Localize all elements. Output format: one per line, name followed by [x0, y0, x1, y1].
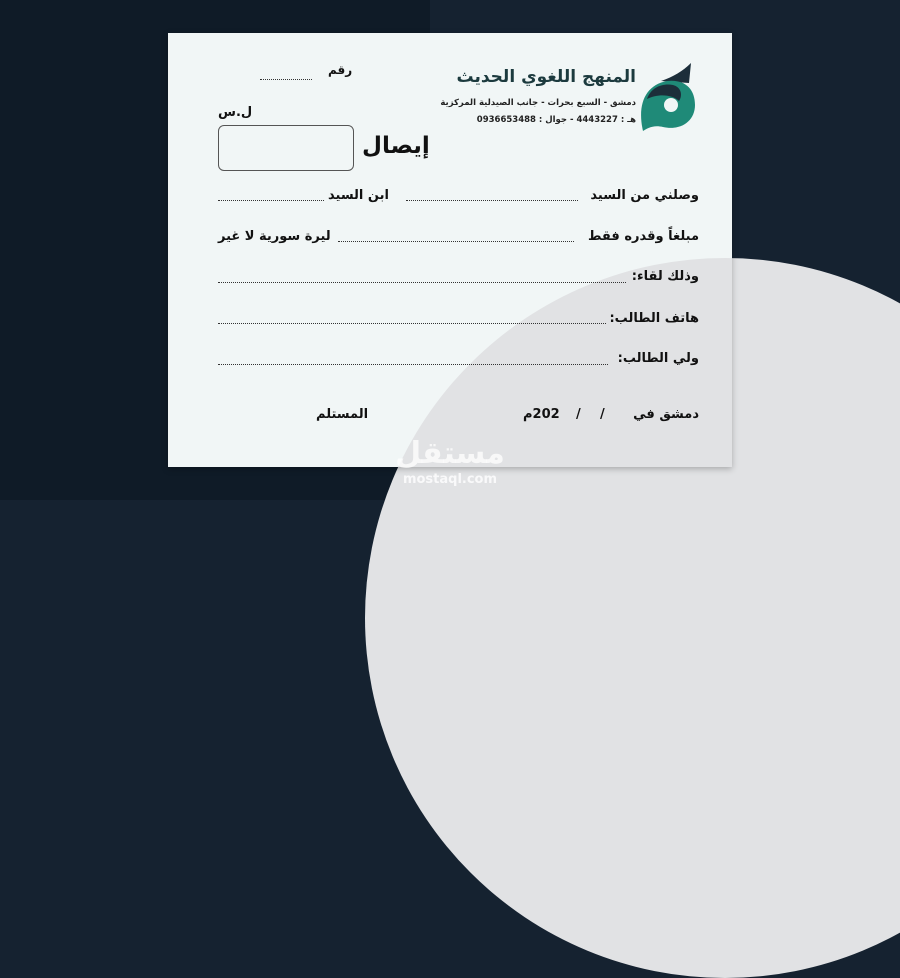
received-from-field[interactable] — [406, 200, 578, 201]
currency-text: ليرة سورية لا غير — [218, 229, 331, 244]
org-address: دمشق - السبع بحرات - جانب الصيدلية المركزية — [440, 98, 636, 108]
amount-label: مبلغاً وقدره فقط — [588, 229, 699, 244]
son-of-field[interactable] — [218, 200, 324, 201]
currency-label: ل.س — [218, 105, 253, 120]
mostaql-watermark-logo: مستقل — [395, 436, 505, 471]
date-separator-1: / — [600, 407, 605, 422]
org-logo-icon — [633, 61, 703, 133]
student-phone-field[interactable] — [218, 323, 606, 324]
receiver-label: المستلم — [316, 407, 369, 422]
amount-words-field[interactable] — [338, 241, 574, 242]
amount-box[interactable] — [218, 125, 354, 171]
student-phone-label: هاتف الطالب: — [609, 311, 699, 326]
for-field[interactable] — [218, 282, 626, 283]
org-name: المنهج اللغوي الحديث — [456, 67, 636, 87]
receipt-number-label: رقم — [328, 63, 353, 77]
receipt-card — [168, 33, 732, 467]
date-separator-2: / — [576, 407, 581, 422]
son-of-label: ابن السيد — [328, 188, 389, 203]
guardian-field[interactable] — [218, 364, 608, 365]
date-label: دمشق في — [633, 407, 699, 422]
for-label: وذلك لقاء: — [631, 269, 699, 284]
mostaql-watermark-url: mostaql.com — [402, 472, 498, 487]
guardian-label: ولي الطالب: — [617, 351, 699, 366]
received-from-label: وصلني من السيد — [590, 188, 699, 203]
date-year: 202م — [523, 407, 560, 422]
receipt-number-field[interactable] — [260, 79, 312, 80]
receipt-title: إيصال — [362, 133, 430, 159]
org-phones: هـ : 4443227 - جوال : 0936653488 — [476, 115, 636, 125]
